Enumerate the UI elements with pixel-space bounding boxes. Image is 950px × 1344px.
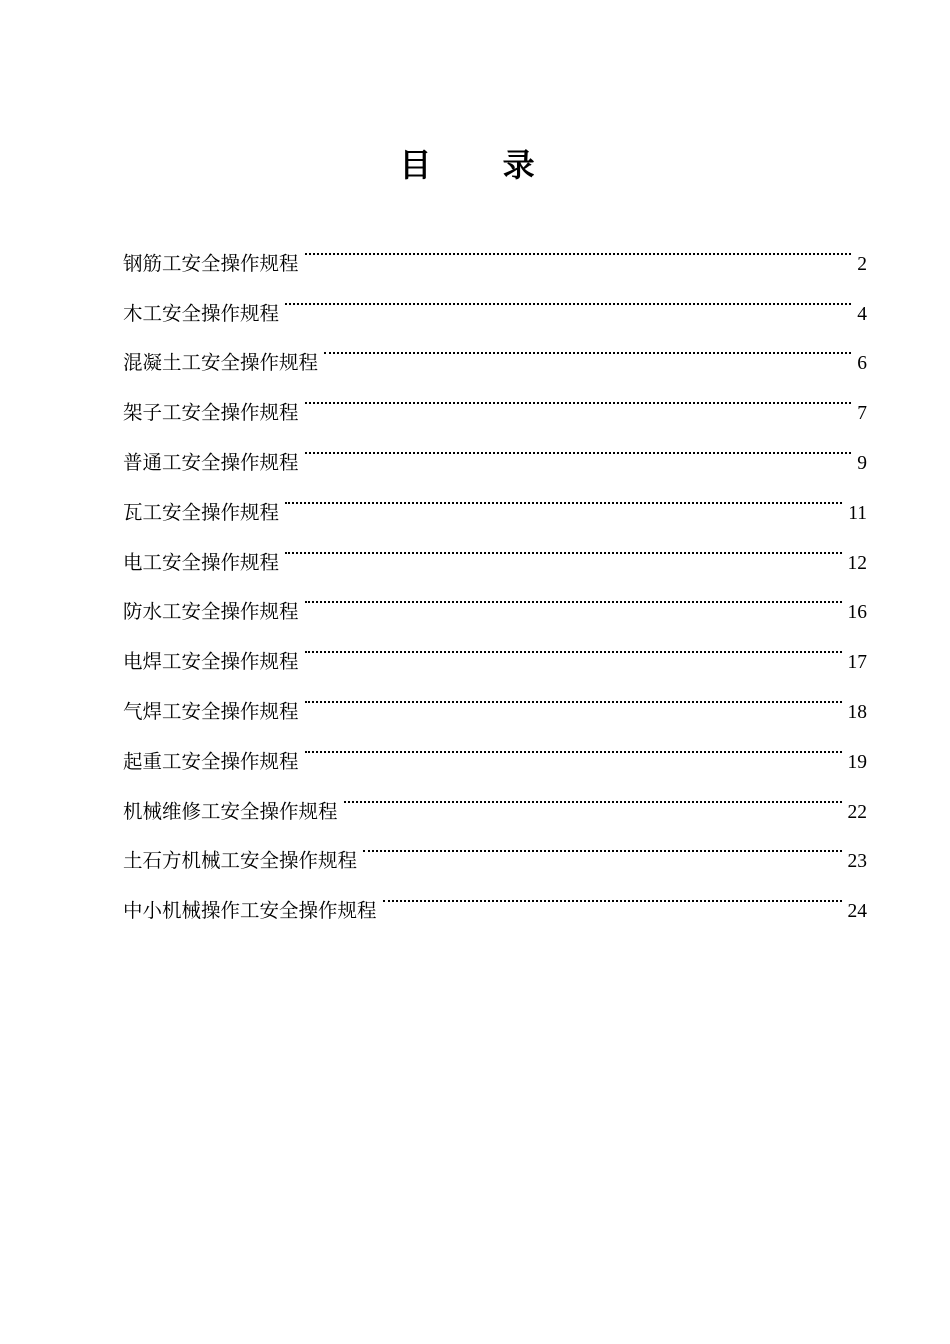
- toc-dot-leader: [305, 569, 842, 619]
- toc-dot-leader: [285, 519, 841, 569]
- toc-dot-leader: [305, 618, 842, 668]
- toc-entry-page-number: 22: [847, 801, 867, 823]
- toc-dot-leader: [383, 867, 842, 917]
- toc-entry-label: 防水工安全操作规程: [123, 600, 299, 624]
- toc-entry-label: 电焊工安全操作规程: [123, 650, 299, 674]
- toc-entry[interactable]: [123, 220, 867, 275]
- toc-entry-label: 起重工安全操作规程: [123, 749, 299, 773]
- toc-entry-page-number: 6: [857, 353, 867, 375]
- toc-entry-label: 钢筋工安全操作规程: [123, 251, 299, 275]
- toc-entry-page-number: 24: [847, 901, 867, 923]
- toc-dot-leader: [305, 718, 842, 768]
- toc-entry-page-number: 7: [857, 403, 867, 425]
- toc-entry-label: 架子工安全操作规程: [123, 401, 299, 425]
- toc-entry-page-number: 4: [857, 303, 867, 325]
- toc-entry-page-number: 9: [857, 452, 867, 474]
- toc-entry-page-number: 23: [847, 851, 867, 873]
- toc-entry-label: 电工安全操作规程: [123, 550, 280, 574]
- toc-entry-label: 木工安全操作规程: [123, 301, 280, 325]
- toc-dot-leader: [363, 818, 841, 868]
- toc-entry-label: 机械维修工安全操作规程: [123, 799, 338, 823]
- toc-entry-label: 土石方机械工安全操作规程: [123, 849, 358, 873]
- toc-entry-label: 中小机械操作工安全操作规程: [123, 899, 377, 923]
- toc-dot-leader: [305, 369, 852, 419]
- toc-entry-page-number: 12: [847, 552, 867, 574]
- toc-entry-page-number: 11: [848, 502, 867, 524]
- toc-dot-leader: [324, 320, 851, 370]
- toc-entry-page-number: 17: [847, 652, 867, 674]
- toc-dot-leader: [305, 419, 852, 469]
- toc-dot-leader: [344, 768, 842, 818]
- table-of-contents: [123, 220, 867, 923]
- toc-title: 目 录: [399, 146, 565, 184]
- toc-entry-label: 普通工安全操作规程: [123, 450, 299, 474]
- toc-dot-leader: [305, 668, 842, 718]
- toc-entry-page-number: 19: [847, 751, 867, 773]
- toc-dot-leader: [285, 270, 851, 320]
- toc-entry-page-number: 18: [847, 701, 867, 723]
- toc-dot-leader: [305, 220, 852, 270]
- toc-entry-page-number: 2: [857, 253, 867, 275]
- toc-entry-label: 气焊工安全操作规程: [123, 699, 299, 723]
- toc-entry-page-number: 16: [847, 602, 867, 624]
- toc-dot-leader: [285, 469, 842, 519]
- toc-entry-label: 混凝土工安全操作规程: [123, 351, 319, 375]
- toc-entry-label: 瓦工安全操作规程: [123, 500, 280, 524]
